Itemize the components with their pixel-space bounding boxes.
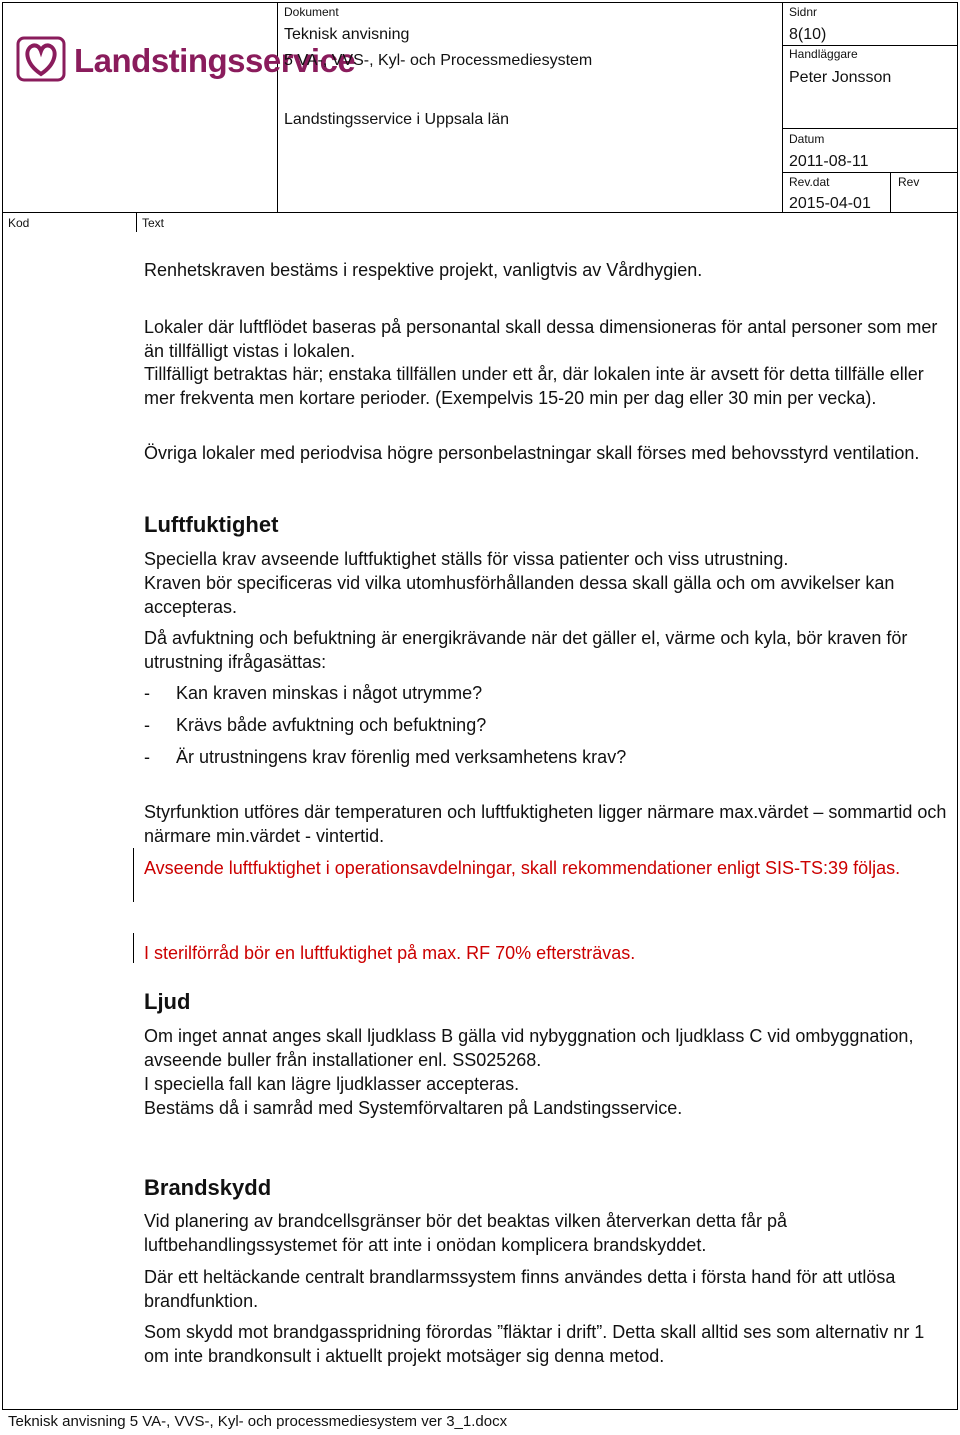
label-revdat: Rev.dat	[789, 175, 830, 189]
list-item	[144, 681, 944, 705]
heading-ljud: Ljud	[144, 989, 191, 1014]
list-item	[144, 713, 944, 737]
doc-title-2: 5 VA-, VVS-, Kyl- och Processmediesystem	[284, 52, 593, 69]
paragraph-luftflode: Lokaler där luftflödet baseras på personantal skall dessa dimensioneras för antal personer som mer än tillfälligt vistas i lokalen.	[144, 317, 938, 361]
list-item-text: Kan kraven minskas i något utrymme?	[176, 683, 483, 703]
paragraph-kraven: Kraven bör specificeras vid vilka utomhusförhållanden dessa skall gälla och om avvikelser kan accepteras.	[144, 573, 895, 617]
header-hline-datum	[782, 128, 957, 129]
paragraph-brandcellsgranser: Vid planering av brandcellsgränser bör det beaktas vilken återverkan detta får på luftbehandlingssystemet för att inte i onödan komplicera brandskyddet.	[144, 1211, 788, 1255]
heading-brandskydd: Brandskydd	[144, 1175, 272, 1200]
paragraph-styrfunktion: Styrfunktion utföres där temperaturen och luftfuktigheten ligger närmare max.värdet – sommartid och närmare min.värdet - vintertid.	[144, 802, 947, 846]
revision-bar	[133, 933, 134, 963]
paragraph-avfuktning: Då avfuktning och befuktning är energikrävande när det gäller el, värme och kyla, bör kraven för utrustning ifrågasättas:	[144, 628, 908, 672]
border-bottom	[2, 1409, 958, 1410]
paragraph-samrad: Bestäms då i samråd med Systemförvaltaren på Landstingsservice.	[144, 1098, 683, 1118]
heading-luftfuktighet: Luftfuktighet	[144, 512, 279, 537]
label-sidnr: Sidnr	[789, 5, 818, 19]
paragraph-brandgasspridning: Som skydd mot brandgasspridning förordas ”fläktar i drift”. Detta skall alltid ses som alternativ nr 1 om inte brandkonsult i aktuellt projekt motsäger sig denna metod.	[144, 1322, 925, 1366]
paragraph-ljudklass: Om inget annat anges skall ljudklass B gälla vid nybyggnation och ljudklass C vid ombyggnation, avseende buller från installationer enl. SS025268.	[144, 1026, 914, 1070]
paragraph-sterilforrad: I sterilförråd bör en luftfuktighet på max. RF 70% eftersträvas.	[144, 943, 636, 963]
header-hline-handlaggare	[782, 45, 957, 46]
header-divider-rev	[890, 172, 891, 212]
border-top	[2, 2, 958, 3]
logo-text: Landstingsservice	[74, 42, 356, 79]
list-item-text: Krävs både avfuktning och befuktning?	[176, 715, 487, 735]
footer-filename: Teknisk anvisning 5 VA-, VVS-, Kyl- och processmediesystem ver 3_1.docx	[8, 1413, 508, 1430]
list-dash: -	[144, 715, 150, 735]
paragraph-renhetskrav: Renhetskraven bestäms i respektive projekt, vanligtvis av Vårdhygien.	[144, 260, 703, 280]
border-right	[957, 2, 958, 1410]
paragraph-brandlarmssystem: Där ett heltäckande centralt brandlarmssystem finns användes detta i första hand för att utlösa brandfunktion.	[144, 1267, 896, 1311]
list-item	[144, 745, 944, 769]
revdat-value: 2015-04-01	[789, 195, 871, 212]
header-hline-revdat	[782, 172, 957, 173]
label-rev: Rev	[898, 175, 920, 189]
label-datum: Datum	[789, 132, 825, 146]
paragraph-ovriga-lokaler: Övriga lokaler med periodvisa högre personbelastningar skall förses med behovsstyrd ventilation.	[144, 443, 920, 463]
paragraph-operationsavdelningar: Avseende luftfuktighet i operationsavdelningar, skall rekommendationer enligt SIS-TS:39 följas.	[144, 858, 901, 878]
handlaggare-value: Peter Jonsson	[789, 69, 892, 86]
border-left	[2, 2, 3, 1410]
doc-title-1: Teknisk anvisning	[284, 26, 410, 43]
list-dash: -	[144, 683, 150, 703]
landstingsservice-logo-icon	[16, 36, 66, 82]
label-handlaggare: Handläggare	[789, 47, 858, 61]
list-item-text: Är utrustningens krav förenlig med verksamhetens krav?	[176, 747, 627, 767]
label-kod: Kod	[8, 216, 30, 230]
header-divider-logo	[277, 2, 278, 212]
header-divider-kod	[136, 212, 137, 232]
paragraph-tillfalligt: Tillfälligt betraktas här; enstaka tillfällen under ett år, där lokalen inte är avsett för detta tillfälle eller mer frekventa men kortare perioder. (Exempelvis 15-20 min per dag eller 30 min per vecka).	[144, 364, 924, 408]
paragraph-lagre-ljudklasser: I speciella fall kan lägre ljudklasser accepteras.	[144, 1074, 520, 1094]
list-dash: -	[144, 747, 150, 767]
datum-value: 2011-08-11	[789, 153, 869, 170]
paragraph-speciella-krav: Speciella krav avseende luftfuktighet ställs för vissa patienter och viss utrustning.	[144, 549, 789, 569]
header-divider-right	[782, 2, 783, 212]
label-text: Text	[142, 216, 165, 230]
revision-bar	[133, 848, 134, 902]
sidnr-value: 8(10)	[789, 26, 827, 43]
organisation: Landstingsservice i Uppsala län	[284, 111, 510, 128]
label-dokument: Dokument	[284, 5, 339, 19]
